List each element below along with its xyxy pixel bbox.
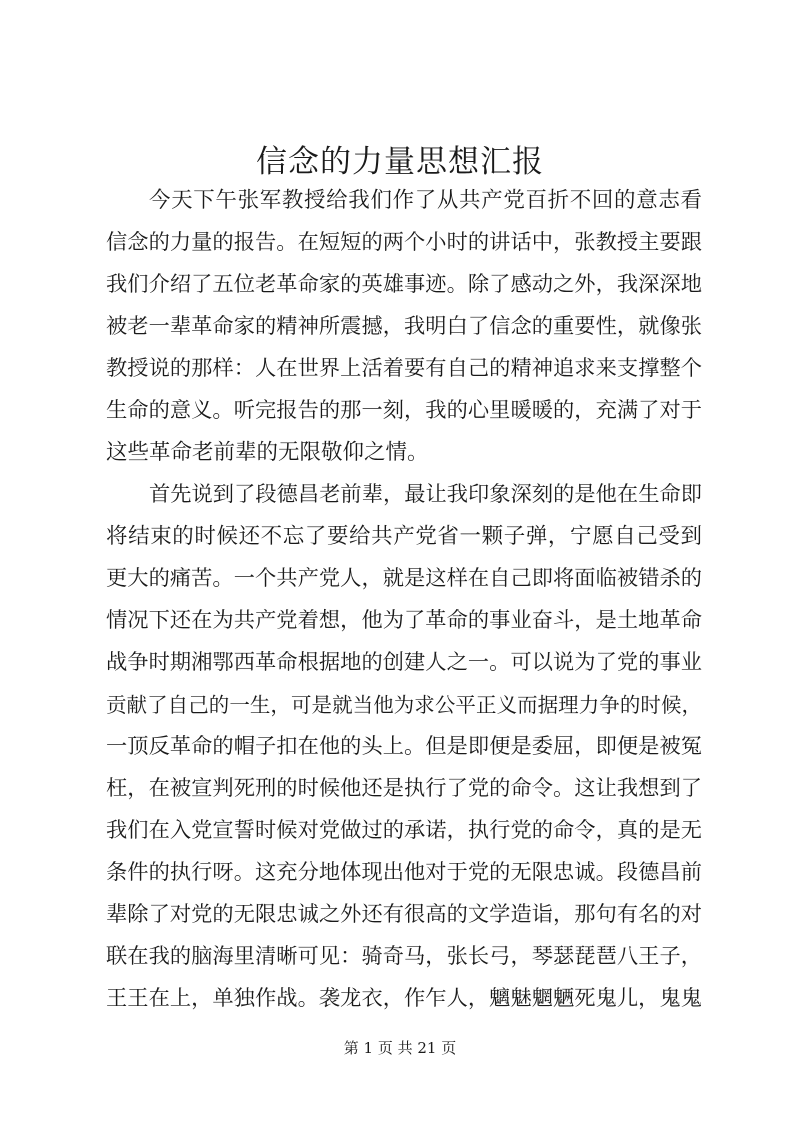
paragraph-2-line-6: 贡献了自己的一生，可是就当他为求公平正义而据理力争的时候， [106,693,702,717]
paragraph-2-line-12: 联在我的脑海里清晰可见：骑奇马，张长弓，琴瑟琵琶八王子， [106,944,702,969]
paragraph-1-line-2: 信念的力量的报告。在短短的两个小时的讲话中，张教授主要跟 [106,230,702,255]
paragraph-2-line-11: 辈除了对党的无限忠诚之外还有很高的文学造诣，那句有名的对 [106,902,702,927]
paragraph-1-line-3: 我们介绍了五位老革命家的英雄事迹。除了感动之外，我深深地 [106,272,702,297]
paragraph-1-line-6: 生命的意义。听完报告的那一刻，我的心里暖暖的，充满了对于 [106,398,702,423]
paragraph-1-line-4: 被老一辈革命家的精神所震撼，我明白了信念的重要性，就像张 [106,314,702,339]
paragraph-2-line-3: 更大的痛苦。一个共产党人，就是这样在自己即将面临被错杀的 [106,566,702,591]
paragraph-2-line-8: 枉，在被宣判死刑的时候他还是执行了党的命令。这让我想到了 [106,776,702,801]
paragraph-2-line-5: 战争时期湘鄂西革命根据地的创建人之一。可以说为了党的事业 [106,650,702,675]
paragraph-2-line-2: 将结束的时候还不忘了要给共产党省一颗子弹，宁愿自己受到 [106,524,702,549]
page-number-footer: 第 1 页 共 21 页 [343,1039,457,1057]
paragraph-2-line-10: 条件的执行呀。这充分地体现出他对于党的无限忠诚。段德昌前 [106,860,702,885]
paragraph-1-line-5: 教授说的那样：人在世界上活着要有自己的精神追求来支撑整个 [106,356,702,381]
paragraph-2-line-13: 王王在上，单独作战。袭龙衣，作乍人，魑魅魍魉死鬼儿，鬼鬼 [106,986,702,1011]
paragraph-1-line-1: 今天下午张军教授给我们作了从共产党百折不回的意志看 [149,188,702,213]
paragraph-2-line-7: 一顶反革命的帽子扣在他的头上。但是即便是委屈，即便是被冤 [106,734,702,759]
paragraph-1-line-7: 这些革命老前辈的无限敬仰之情。 [106,440,429,465]
paragraph-2-line-1: 首先说到了段德昌老前辈，最让我印象深刻的是他在生命即 [149,482,702,507]
paragraph-2-line-9: 我们在入党宣誓时候对党做过的承诺，执行党的命令，真的是无 [106,818,702,843]
document-title: 信念的力量思想汇报 [256,144,544,180]
paragraph-2-line-4: 情况下还在为共产党着想，他为了革命的事业奋斗，是土地革命 [106,608,702,633]
